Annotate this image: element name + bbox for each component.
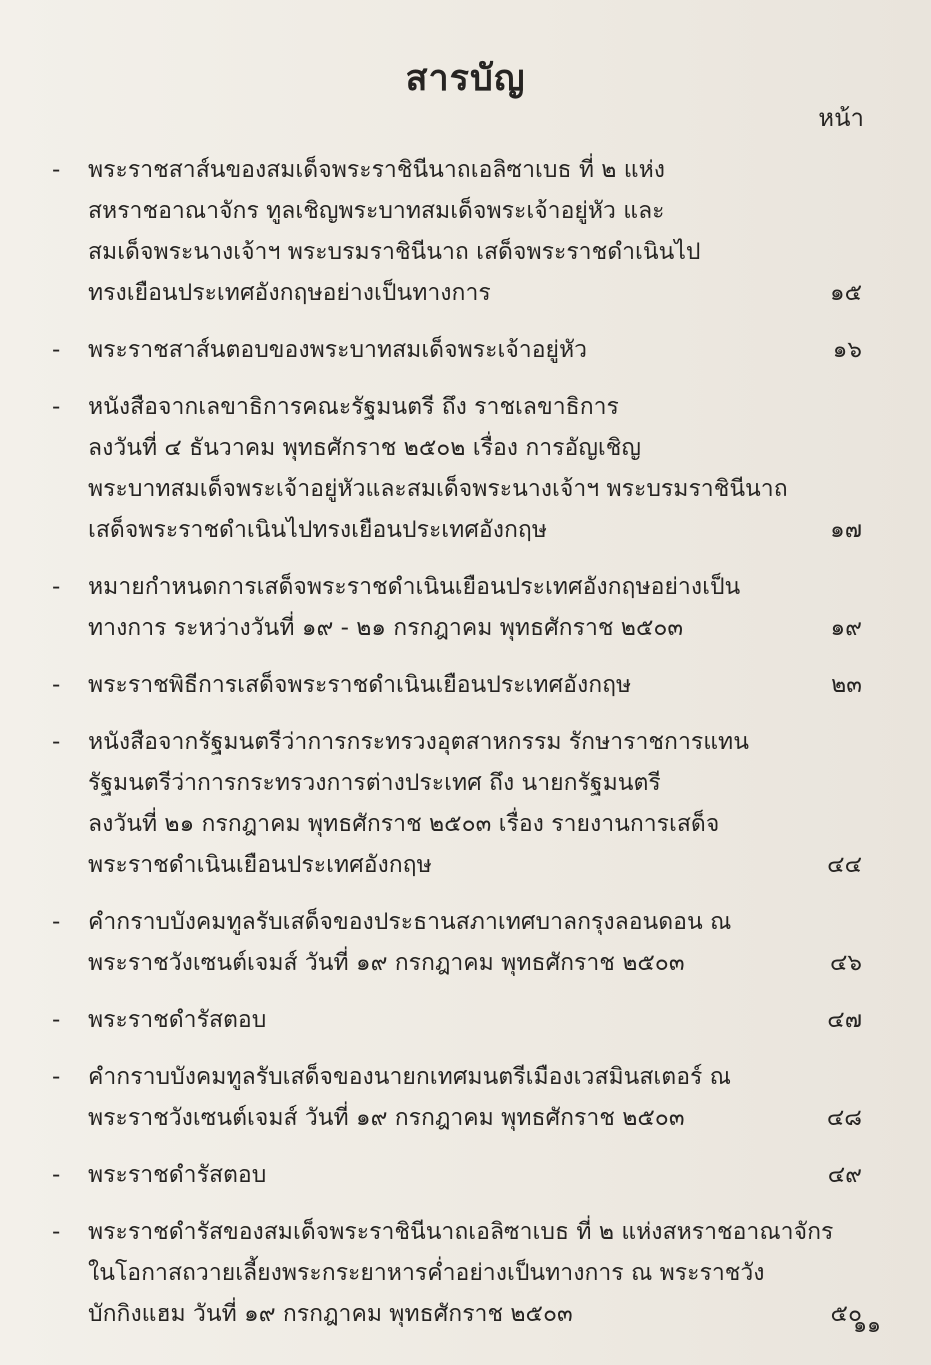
folio-number: ๑๑ <box>853 1313 881 1338</box>
entry-page-number: ๔๙ <box>827 1162 862 1188</box>
entry-title-line: พระราชวังเซนต์เจมส์ วันที่ ๑๙ กรกฎาคม พุทธศักราช ๒๕๐๓ <box>88 950 685 976</box>
page-title: สารบัญ <box>405 58 526 99</box>
entry-title <box>88 150 748 314</box>
page-column-label: หน้า <box>818 104 864 132</box>
entry-title-line: หนังสือจากเลขาธิการคณะรัฐมนตรี ถึง ราชเลขาธิการ <box>88 394 619 420</box>
entry-bullet-dash: - <box>52 672 61 698</box>
entry-title-line: ในโอกาสถวายเลี้ยงพระกระยาหารค่ำอย่างเป็นทางการ ณ พระราชวัง <box>88 1260 765 1286</box>
entry-title <box>88 387 788 551</box>
entry-page-number: ๑๕ <box>829 280 862 306</box>
entry-title-line: พระราชสาส์นของสมเด็จพระราชินีนาถเอลิซาเบธ ที่ ๒ แห่ง <box>88 157 665 183</box>
entry-title <box>88 1155 748 1196</box>
toc-entry <box>52 330 862 371</box>
entry-title-line: พระราชดำรัสของสมเด็จพระราชินีนาถเอลิซาเบธ ที่ ๒ แห่งสหราชอาณาจักร <box>88 1219 834 1245</box>
entry-title <box>88 1000 748 1041</box>
entry-title-line: พระราชดำรัสตอบ <box>88 1007 267 1033</box>
toc-entry <box>52 387 862 551</box>
toc-entry <box>52 1057 862 1139</box>
entry-title-line: ทางการ ระหว่างวันที่ ๑๙ - ๒๑ กรกฎาคม พุทธศักราช ๒๕๐๓ <box>88 615 684 641</box>
entry-page-number: ๒๓ <box>831 672 862 698</box>
entry-bullet-dash: - <box>52 909 61 935</box>
entry-title-line: พระราชดำเนินเยือนประเทศอังกฤษ <box>88 852 432 878</box>
entry-title-line: ลงวันที่ ๔ ธันวาคม พุทธศักราช ๒๕๐๒ เรื่อง การอัญเชิญ <box>88 435 641 461</box>
toc-entry <box>52 1212 862 1335</box>
entry-title <box>88 902 748 984</box>
entry-title-line: คำกราบบังคมทูลรับเสด็จของประธานสภาเทศบาลกรุงลอนดอน ณ <box>88 909 732 935</box>
entry-page-number: ๑๗ <box>830 517 862 543</box>
entry-bullet-dash: - <box>52 729 61 755</box>
entry-bullet-dash: - <box>52 394 61 420</box>
entry-title-line: พระบาทสมเด็จพระเจ้าอยู่หัวและสมเด็จพระนางเจ้าฯ พระบรมราชินีนาถ <box>88 476 788 502</box>
table-of-contents <box>52 150 862 1351</box>
entry-bullet-dash: - <box>52 1162 61 1188</box>
entry-page-number: ๔๖ <box>829 950 862 976</box>
entry-bullet-dash: - <box>52 1064 61 1090</box>
entry-page-number: ๕๐ <box>830 1301 862 1327</box>
entry-title-line: สหราชอาณาจักร ทูลเชิญพระบาทสมเด็จพระเจ้าอยู่หัว และ <box>88 198 665 224</box>
entry-page-number: ๑๙ <box>830 615 862 641</box>
entry-title <box>88 330 748 371</box>
entry-title-line: พระราชพิธีการเสด็จพระราชดำเนินเยือนประเทศอังกฤษ <box>88 672 632 698</box>
entry-title-line: พระราชวังเซนต์เจมส์ วันที่ ๑๙ กรกฎาคม พุทธศักราช ๒๕๐๓ <box>88 1105 685 1131</box>
entry-bullet-dash: - <box>52 337 61 363</box>
entry-title-line: พระราชดำรัสตอบ <box>88 1162 267 1188</box>
entry-title-line: คำกราบบังคมทูลรับเสด็จของนายกเทศมนตรีเมืองเวสมินสเตอร์ ณ <box>88 1064 732 1090</box>
entry-title <box>88 665 748 706</box>
entry-title-line: หมายกำหนดการเสด็จพระราชดำเนินเยือนประเทศอังกฤษอย่างเป็น <box>88 574 741 600</box>
entry-title-line: ทรงเยือนประเทศอังกฤษอย่างเป็นทางการ <box>88 280 491 306</box>
toc-entry <box>52 665 862 706</box>
entry-bullet-dash: - <box>52 157 61 183</box>
entry-title-line: หนังสือจากรัฐมนตรีว่าการกระทรวงอุตสาหกรรม รักษาราชการแทน <box>88 729 749 755</box>
toc-entry <box>52 722 862 886</box>
entry-bullet-dash: - <box>52 1007 61 1033</box>
entry-title-line: เสด็จพระราชดำเนินไปทรงเยือนประเทศอังกฤษ <box>88 517 547 543</box>
entry-page-number: ๔๘ <box>826 1105 862 1131</box>
entry-title-line: ลงวันที่ ๒๑ กรกฎาคม พุทธศักราช ๒๕๐๓ เรื่อง รายงานการเสด็จ <box>88 811 720 837</box>
entry-page-number: ๔๗ <box>827 1007 862 1033</box>
entry-title-line: พระราชสาส์นตอบของพระบาทสมเด็จพระเจ้าอยู่หัว <box>88 337 588 363</box>
entry-page-number: ๔๔ <box>827 852 862 878</box>
toc-entry <box>52 902 862 984</box>
entry-title <box>88 722 748 886</box>
toc-entry <box>52 1000 862 1041</box>
entry-bullet-dash: - <box>52 574 61 600</box>
toc-entry <box>52 1155 862 1196</box>
entry-bullet-dash: - <box>52 1219 61 1245</box>
toc-entry <box>52 150 862 314</box>
entry-page-number: ๑๖ <box>832 337 862 363</box>
entry-title-line: สมเด็จพระนางเจ้าฯ พระบรมราชินีนาถ เสด็จพระราชดำเนินไป <box>88 239 701 265</box>
entry-title <box>88 1212 834 1335</box>
entry-title-line: รัฐมนตรีว่าการกระทรวงการต่างประเทศ ถึง นายกรัฐมนตรี <box>88 770 661 796</box>
toc-entry <box>52 567 862 649</box>
entry-title <box>88 567 748 649</box>
entry-title <box>88 1057 748 1139</box>
entry-title-line: บักกิงแฮม วันที่ ๑๙ กรกฎาคม พุทธศักราช ๒๕๐๓ <box>88 1301 573 1327</box>
